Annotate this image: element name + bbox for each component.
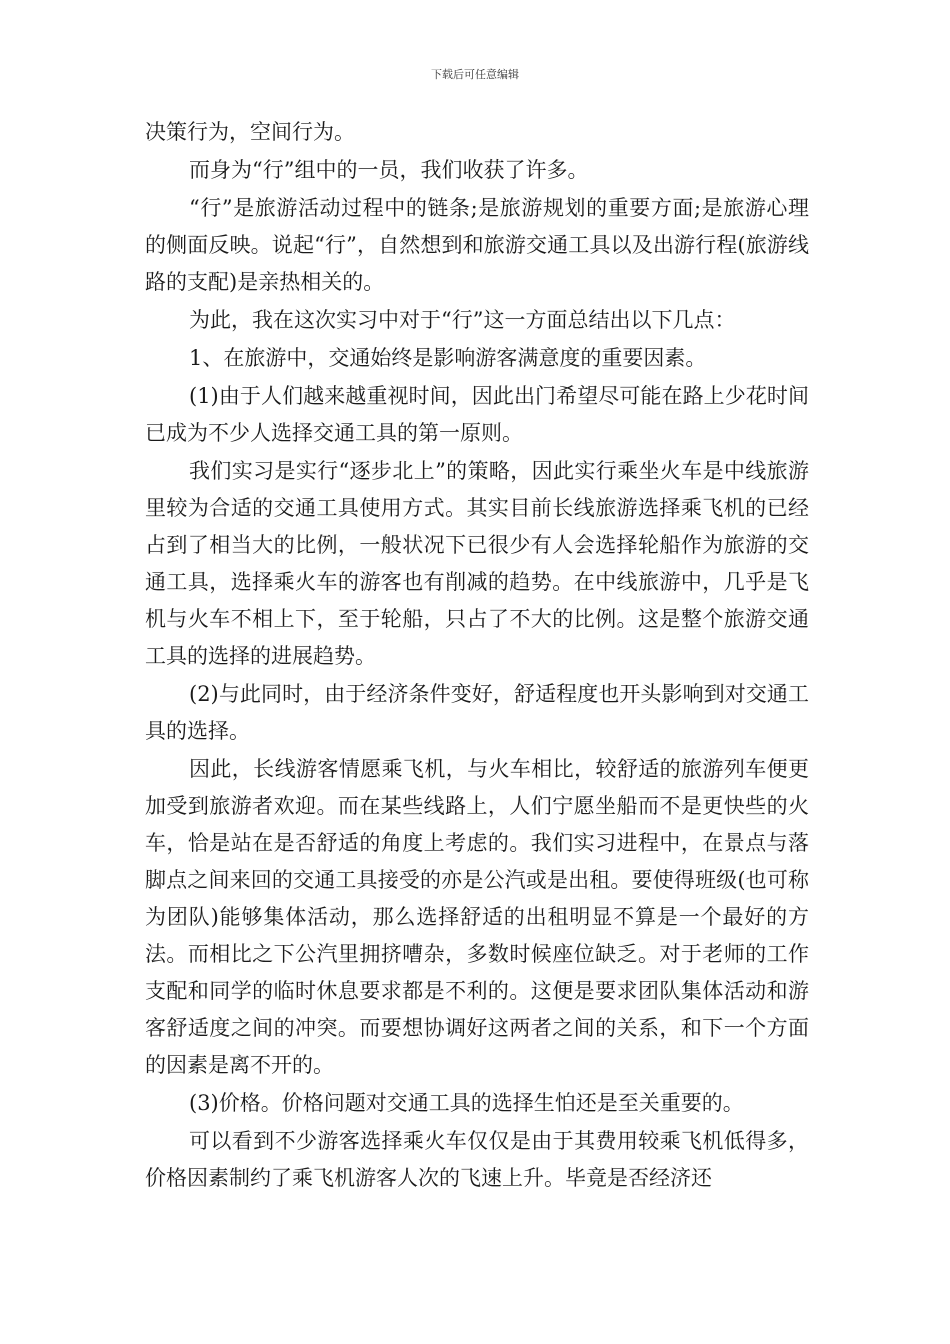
paragraph: 决策行为，空间行为。: [145, 120, 355, 144]
paragraph: 而身为“行”组中的一员，我们收获了许多。: [189, 158, 589, 182]
paragraph: (1)由于人们越来越重视时间，因此出门希望尽可能在路上少花时间已成为不少人选择交通工具的第一原则。: [145, 384, 809, 445]
paragraph: 因此，长线游客情愿乘飞机，与火车相比，较舒适的旅游列车便更加受到旅游者欢迎。而在某些线路上，人们宁愿坐船而不是更快些的火车，恰是站在是否舒适的角度上考虑的。我们实习进程中，在景点与落脚点之间来回的交通工具接受的亦是公汽或是出租。要使得班级(也可称为团队)能够集体活动，那么选择舒适的出租明显不算是一个最好的方法。而相比之下公汽里拥挤嘈杂，多数时候座位缺乏。对于老师的工作支配和同学的临时休息要求都是不利的。这便是要求团队集体活动和游客舒适度之间的冲突。而要想协调好这两者之间的关系，和下一个方面的因素是离不开的。: [145, 757, 809, 1077]
paragraph: 我们实习是实行“逐步北上”的策略，因此实行乘坐火车是中线旅游里较为合适的交通工具使用方式。其实目前长线旅游选择乘飞机的已经占到了相当大的比例，一般状况下已很少有人会选择轮船作为旅游的交通工具，选择乘火车的游客也有削减的趋势。在中线旅游中，几乎是飞机与火车不相上下，至于轮船，只占了不大的比例。这是整个旅游交通工具的选择的进展趋势。: [145, 459, 809, 668]
paragraph: (2)与此同时，由于经济条件变好，舒适程度也开头影响到对交通工具的选择。: [145, 682, 809, 743]
document-body: [145, 114, 809, 1198]
paragraph: “行”是旅游活动过程中的链条;是旅游规划的重要方面;是旅游心理的侧面反映。说起“行”，自然想到和旅游交通工具以及出游行程(旅游线路的支配)是亲热相关的。: [145, 196, 809, 294]
paragraph: 为此，我在这次实习中对于“行”这一方面总结出以下几点：: [189, 308, 736, 332]
paragraph: (3)价格。价格问题对交通工具的选择生怕还是至关重要的。: [189, 1091, 744, 1115]
paragraph: 可以看到不少游客选择乘火车仅仅是由于其费用较乘飞机低得多，价格因素制约了乘飞机游客人次的飞速上升。毕竟是否经济还: [145, 1129, 809, 1190]
page-header-note: 下载后可任意编辑: [431, 68, 519, 81]
paragraph: 1、在旅游中，交通始终是影响游客满意度的重要因素。: [189, 346, 707, 370]
